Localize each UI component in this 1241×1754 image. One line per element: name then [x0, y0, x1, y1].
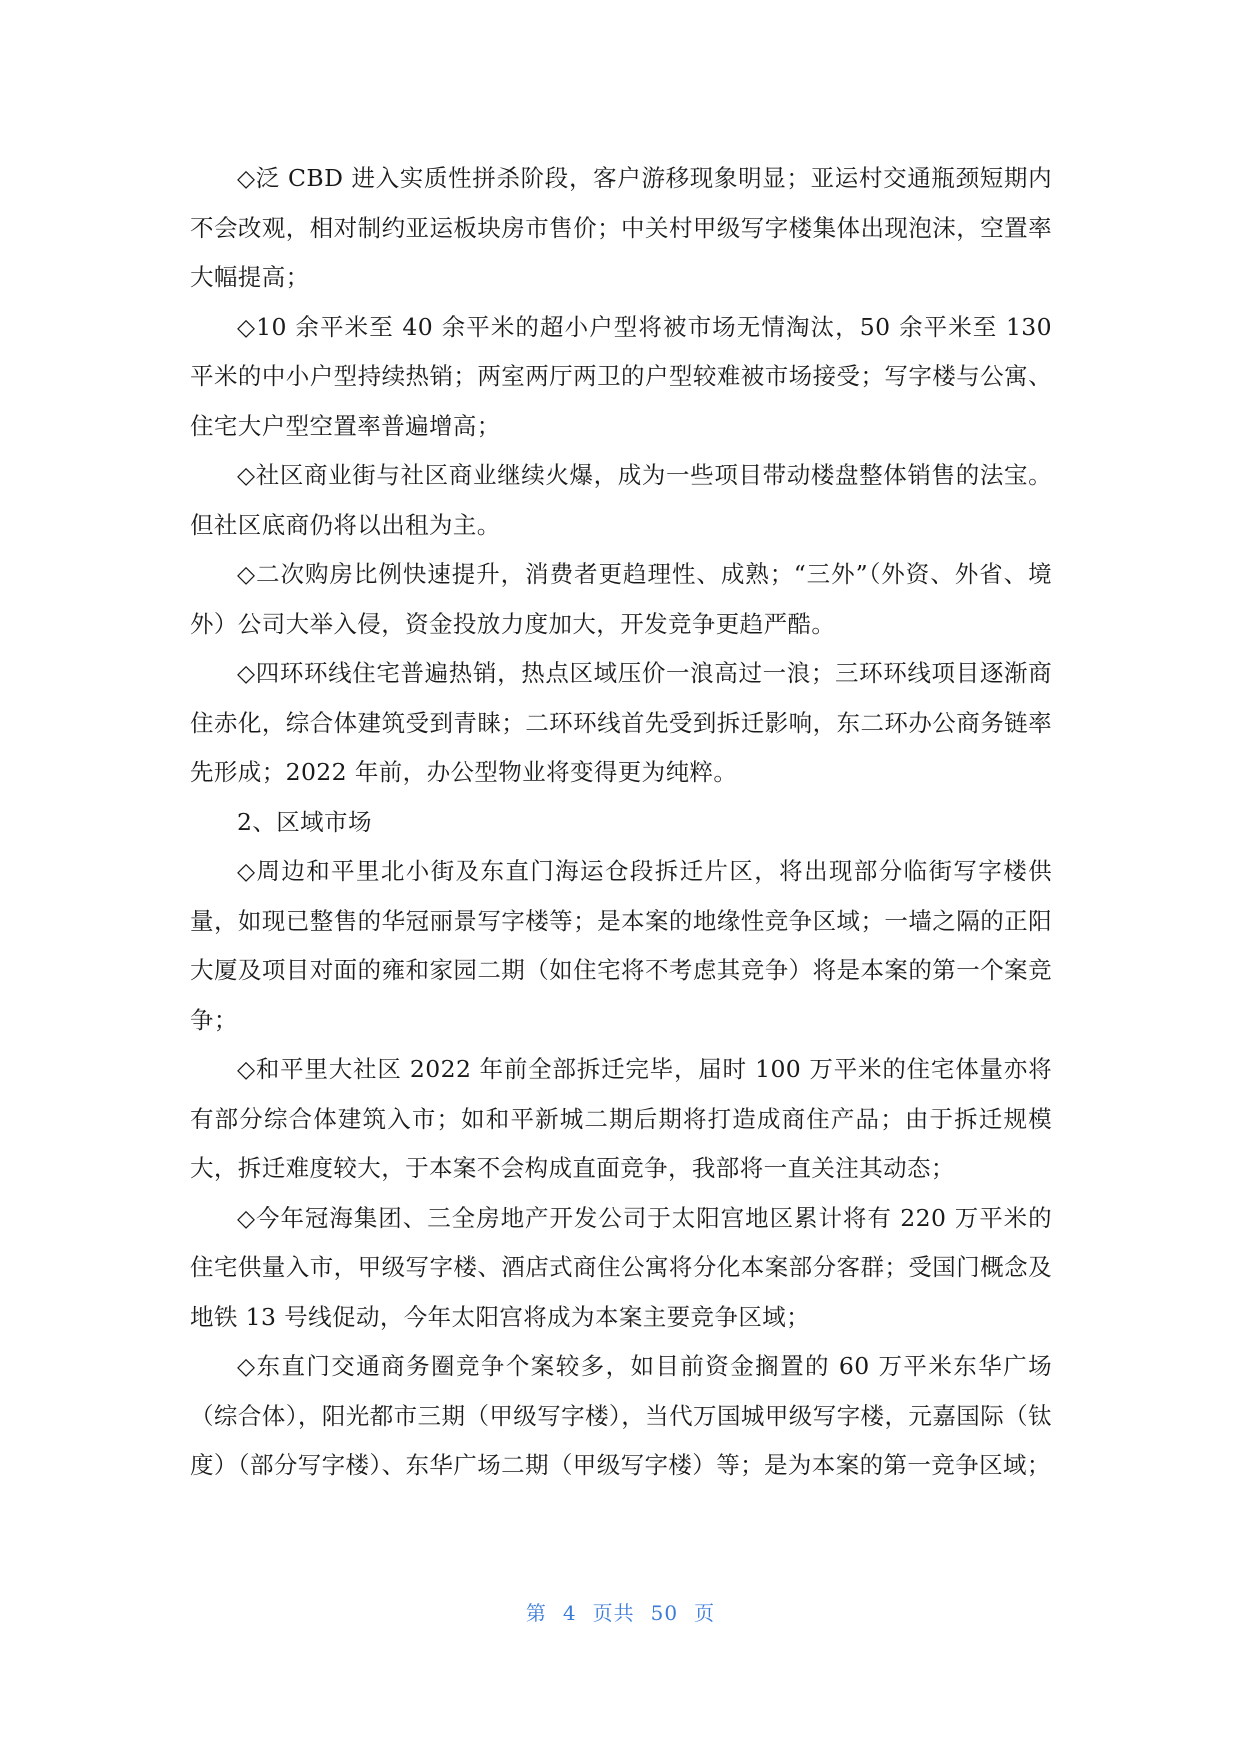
document-body [190, 154, 1052, 1491]
paragraph: ◇东直门交通商务圈竞争个案较多，如目前资金搁置的 60 万平米东华广场（综合体），阳光都市三期（甲级写字楼），当代万国城甲级写字楼，元嘉国际（钛度）（部分写字楼）、东华广场二期（甲级写字楼）等；是为本案的第一竞争区域； [190, 1352, 1052, 1479]
paragraph: ◇二次购房比例快速提升，消费者更趋理性、成熟；“三外”（外资、外省、境外）公司大举入侵，资金投放力度加大，开发竞争更趋严酷。 [190, 560, 1052, 638]
paragraph: ◇四环环线住宅普遍热销，热点区域压价一浪高过一浪；三环环线项目逐渐商住赤化，综合体建筑受到青睐；二环环线首先受到拆迁影响，东二环办公商务链率先形成；2022 年前，办公型物业将变得更为纯粹。 [190, 659, 1052, 786]
total-page-count: 50 [650, 1601, 679, 1625]
paragraph: ◇10 余平米至 40 余平米的超小户型将被市场无情淘汰，50 余平米至 130 平米的中小户型持续热销；两室两厅两卫的户型较难被市场接受；写字楼与公寓、住宅大户型空置率普遍增高； [190, 312, 1052, 440]
paragraph: ◇周边和平里北小街及东直门海运仓段拆迁片区，将出现部分临街写字楼供量，如现已整售的华冠丽景写字楼等；是本案的地缘性竞争区域；一墙之隔的正阳大厦及项目对面的雍和家园二期（如住宅将不考虑其竞争）将是本案的第一个案竞争； [190, 857, 1052, 1034]
footer-suffix: 页 [694, 1601, 716, 1625]
paragraph: ◇社区商业街与社区商业继续火爆，成为一些项目带动楼盘整体销售的法宝。但社区底商仍将以出租为主。 [190, 461, 1052, 539]
page-footer [0, 1597, 1241, 1626]
footer-middle: 页共 [592, 1601, 635, 1625]
current-page-number: 4 [562, 1601, 577, 1625]
paragraph: ◇泛 CBD 进入实质性拼杀阶段，客户游移现象明显；亚运村交通瓶颈短期内不会改观，相对制约亚运板块房市售价；中关村甲级写字楼集体出现泡沫，空置率大幅提高； [190, 164, 1052, 291]
paragraph: ◇今年冠海集团、三全房地产开发公司于太阳宫地区累计将有 220 万平米的住宅供量入市，甲级写字楼、酒店式商住公寓将分化本案部分客群；受国门概念及地铁 13 号线促动，今年太阳宫将成为本案主要竞争区域； [190, 1203, 1052, 1331]
paragraph: ◇和平里大社区 2022 年前全部拆迁完毕，届时 100 万平米的住宅体量亦将有部分综合体建筑入市；如和平新城二期后期将打造成商住产品；由于拆迁规模大，拆迁难度较大，于本案不会构成直面竞争，我部将一直关注其动态； [190, 1055, 1052, 1182]
footer-prefix: 第 [525, 1601, 547, 1625]
section-heading: 2、区域市场 [237, 807, 372, 836]
